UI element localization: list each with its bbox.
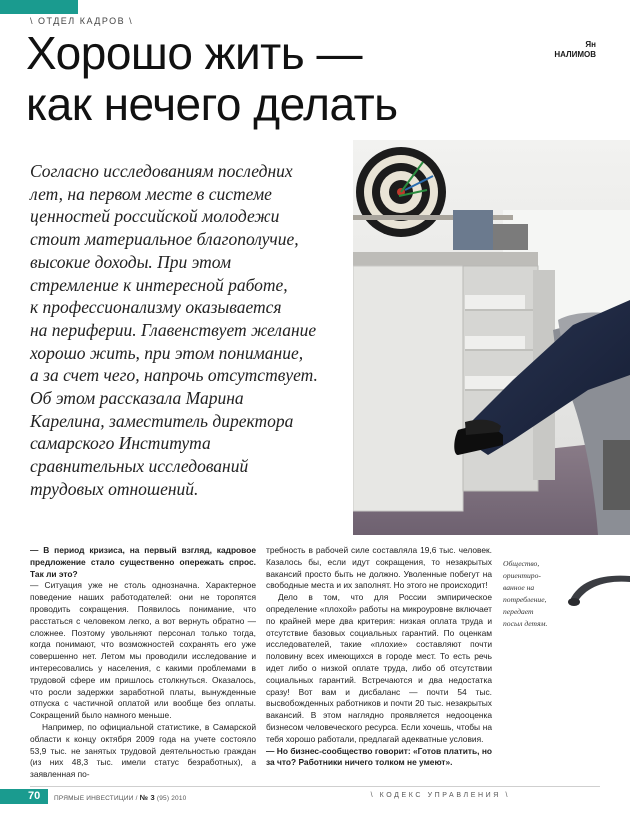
lead-line: трудовых отношений. xyxy=(30,478,199,499)
title-line: Хорошо жить — xyxy=(26,27,362,79)
article-paragraph: — Ситуация уже не столь однозначна. Характерное поведение наших работодателей: они не торопятся проводить сокращения. Появилось понимание, что расстаться с человеком легко, а вот вернуть обратно — сложнее. Поэтому увольняют персонал только тогда, когда понимают, что возможностей сохранять его уже совершенно нет. Летом мы проводили исследование и интересовались у населения, с какими проблемами в трудовой сфере им пришлось столкнуться. Оказалось, что росли задержки заработной платы, вынужденные отпуска с частичной оплатой или вообще без оплаты. Сокращений было намного меньше. xyxy=(30,580,256,721)
footer-divider xyxy=(30,786,600,787)
article-column-2 xyxy=(266,545,492,769)
lead-line: к профессионализму оказывается xyxy=(30,297,282,318)
magazine-issue xyxy=(54,793,186,802)
dartboard-icon xyxy=(356,147,446,237)
author-first-name: Ян xyxy=(585,40,596,49)
magazine-name: ПРЯМЫЕ ИНВЕСТИЦИИ / xyxy=(54,795,140,802)
article-column-1 xyxy=(30,545,256,781)
article-title xyxy=(26,28,398,130)
author xyxy=(554,40,596,60)
office-photo xyxy=(353,140,630,535)
pull-quote-line: ванное на xyxy=(503,583,535,592)
pull-quote-line: потребление, xyxy=(503,595,547,604)
article-paragraph: требность в рабочей силе составляла 19,6 тыс. человек. Казалось бы, если идут сокращения, то незакрытых вакансий просто быть не должно. Уволенные побегут на свободные места и их заполнят. Но этого не происходит! xyxy=(266,545,492,591)
pull-quote-line: Общество, xyxy=(503,559,540,568)
author-last-name: НАЛИМОВ xyxy=(554,50,596,59)
rubric-label: \ КОДЕКС УПРАВЛЕНИЯ \ xyxy=(370,792,510,799)
title-line: как нечего делать xyxy=(26,78,398,130)
lead-line: стремление к интересной работе, xyxy=(30,274,288,295)
lead-line: Согласно исследованиям последних xyxy=(30,161,293,181)
lead-line: на периферии. Главенствует желание xyxy=(30,319,317,340)
lead-line: стоит материальное благополучие, xyxy=(30,229,299,250)
article-paragraph: Дело в том, что для России эмпирическое определение «плохой» работы на микроуровне включает по крайней мере два критерия: низкая оплата труда и отсутствие базовых социальных гарантий. По оценкам исследователей, такие «плохие» составляют почти половину всех имеющихся в городе мест. То есть речь идет либо о низкой оплате труда, либо об отсутствии социальных гарантий. Встречаются и два недостатка сразу! Вот вам и дисбаланс — почти 54 тыс. высвобожденных работников и почти 20 тыс. незакрытых вакансий. В этом наглядно проявляется недооценка бизнесом человеческого ресурса. Если хочешь, чтобы на тебя хорошо работали, предлагай адекватные условия. xyxy=(266,592,492,744)
interview-question: — В период кризиса, на первый взгляд, кадровое предложение стало существенно опережать спрос. Так ли это? xyxy=(30,545,256,579)
pull-quote-line: передает xyxy=(503,607,534,616)
section-label: \ ОТДЕЛ КАДРОВ \ xyxy=(30,16,134,26)
interview-question: — Но бизнес-сообщество говорит: «Готов платить, но за что? Работники ничего толком не умеют». xyxy=(266,745,492,768)
pull-quote-line: ориентиро- xyxy=(503,571,541,580)
lead-line: сравнительных исследований xyxy=(30,456,249,477)
lead-paragraph xyxy=(30,160,352,501)
chair-leg-icon xyxy=(566,568,630,608)
accent-bar xyxy=(0,0,78,14)
page-number: 70 xyxy=(28,790,41,802)
pull-quote-line: посыл детям. xyxy=(503,619,548,628)
lead-line: высокие доходы. При этом xyxy=(30,251,232,272)
lead-line: самарского Института xyxy=(30,433,211,454)
lead-line: лет, на первом месте в системе xyxy=(30,183,272,204)
issue-number: № 3 xyxy=(139,793,155,802)
article-paragraph: Например, по официальной статистике, в Самарской области к концу октября 2009 года на учете состояло 53,9 тыс. не занятых трудовой деятельностью граждан (из них 48,3 тыс. имели статус безработных), а заявленная по- xyxy=(30,721,256,780)
lead-line: Об этом рассказала Марина xyxy=(30,388,244,409)
lead-line: хорошо жить, при этом понимание, xyxy=(30,342,304,363)
lead-line: а за счет чего, напрочь отсутствует. xyxy=(30,365,318,386)
lead-line: Карелина, заместитель директора xyxy=(30,410,294,431)
page-number-box xyxy=(0,789,48,804)
issue-details: (95) 2010 xyxy=(154,795,187,802)
pull-quote xyxy=(503,558,563,630)
lead-line: ценностей российской молодежи xyxy=(30,206,280,227)
